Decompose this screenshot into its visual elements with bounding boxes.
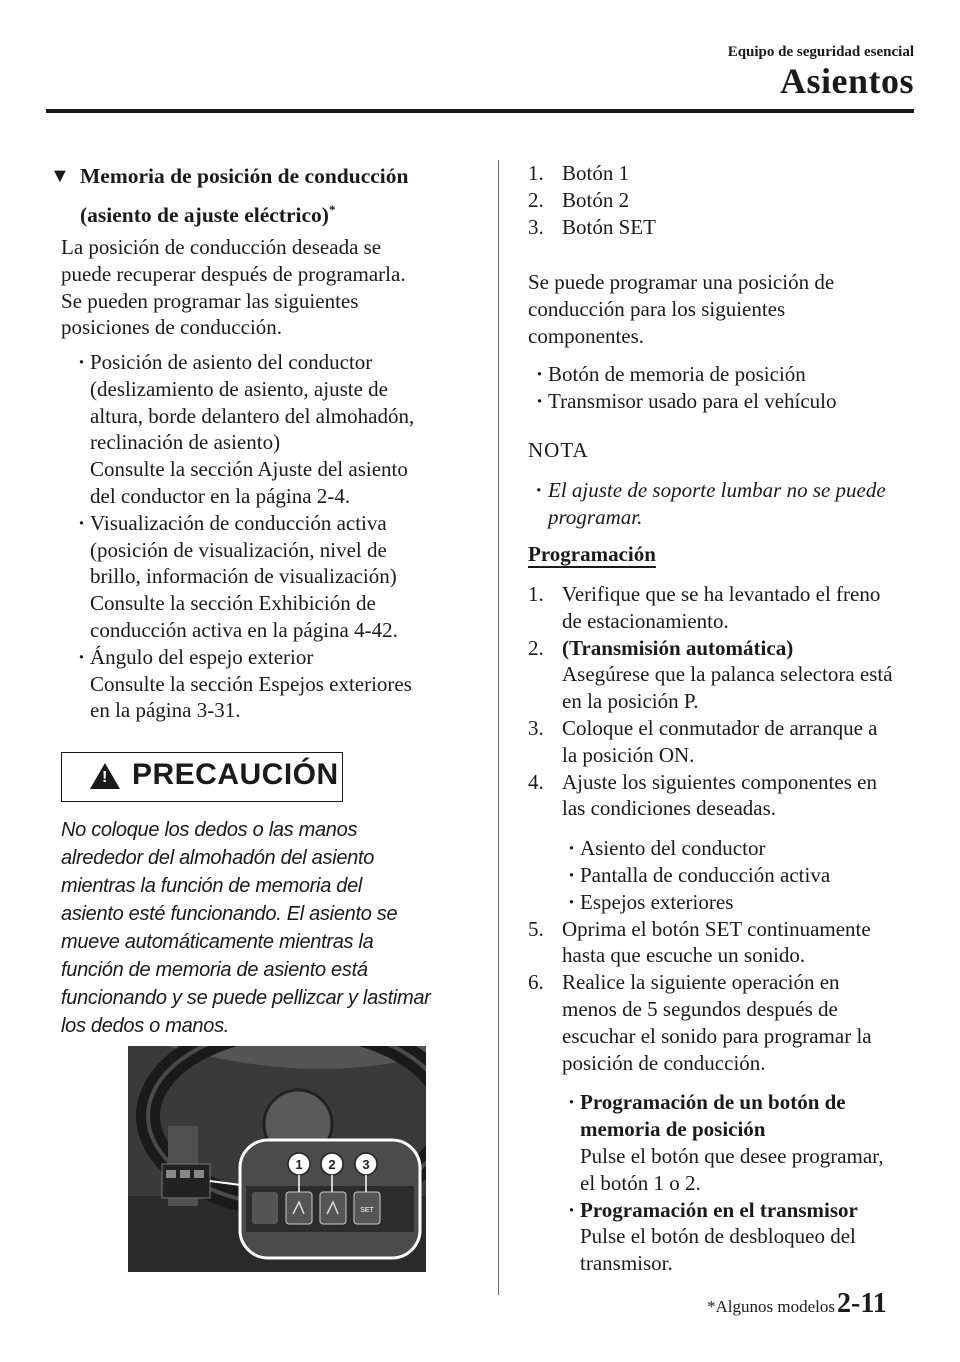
programming-heading: Programación [528,542,656,566]
footnote-mark: * [328,202,336,217]
intro-line: posiciones de conducción. [61,315,283,340]
column-divider [498,160,499,1295]
dashboard-illustration [128,1046,426,1272]
list-item: · Visualización de conducción activa (posición de visualización, nivel de brillo, información de visualización) Consulte la sección Exhibición de conducción activa en la página 4-42. [90,510,490,644]
step-item: 2. (Transmisión automática) Asegúrese que la palanca selectora está en la posición P. [528,635,893,714]
page-number: 2-11 [837,1288,887,1319]
step-item: 3. Coloque el conmutador de arranque a la posición ON. [528,715,878,767]
list-item: · Espejos exteriores [580,889,918,916]
set-button-label: SET [360,1207,374,1214]
page-title: Asientos [779,61,914,101]
list-item: · Programación de un botón de memoria de posición Pulse el botón que desee programar, el botón 1 o 2. [580,1089,918,1196]
programming-steps [528,581,918,1277]
note-label: NOTA [528,438,589,462]
list-item: · Pantalla de conducción activa [580,862,918,889]
list-item: · Botón de memoria de posición [548,361,928,388]
positions-list [90,349,490,724]
caution-label: PRECAUCIÓN [132,758,339,791]
intro-paragraph [61,234,481,341]
caution-box [61,752,343,802]
memory-buttons-figure [128,1046,426,1272]
header-section: Equipo de seguridad esencial [727,44,914,60]
intro-line: Se pueden programar las siguientes [61,288,359,313]
list-item: · Programación en el transmisor Pulse el botón de desbloqueo del transmisor. [580,1197,918,1277]
footnote: *Algunos modelos [707,1297,835,1316]
section-heading [50,160,480,232]
exclamation-icon: ! [102,769,108,786]
triangle-icon: ▼ [50,165,70,187]
step-item: 5. Oprima el botón SET continuamente hasta que escuche un sonido. [528,916,871,968]
svg-text:1: 1 [295,1157,303,1172]
svg-text:2: 2 [328,1157,336,1172]
list-item: · Transmisor usado para el vehículo [548,388,928,415]
figure-legend [528,160,928,240]
header-rule [46,109,914,113]
caution-text: No coloque los dedos o las manos alrededor del almohadón del asiento mientras la función de memoria del asiento esté funcionando. El asiento se mueve automáticamente mientras la función de memoria de asiento está funcionando y se puede pellizcar y lastimar los dedos o manos. [61,819,431,1037]
list-item: 2. Botón 2 [528,187,630,212]
list-item: · Posición de asiento del conductor (deslizamiento de asiento, ajuste de altura, borde delantero del almohadón, reclinación de asiento) Consulte la sección Ajuste del asiento del conductor en la página 2-4. [90,349,490,510]
intro-line: puede recuperar después de programarla. [61,261,406,286]
list-item: 3. Botón SET [528,214,656,239]
note-text: · El ajuste de soporte lumbar no se puede programar. [548,477,928,531]
intro-line: La posición de conducción deseada se [61,235,382,259]
heading-line-1: Memoria de posición de conducción [80,164,409,188]
list-item: · Ángulo del espejo exterior Consulte la sección Espejos exteriores en la página 3-31. [90,644,490,724]
svg-text:3: 3 [362,1157,370,1172]
components-list [548,361,928,415]
components-paragraph: Se puede programar una posición de conducción para los siguientes componentes. [528,270,835,348]
list-item: · Asiento del conductor [580,835,918,862]
step-item: 6. Realice la siguiente operación en menos de 5 segundos después de escuchar el sonido para programar la posición de conducción. · Programación de un botón de memoria de posición Pulse el botón que desee programar, el botón 1 o 2. · Programación en el transmisor Pulse el botón de desbloqueo del transmisor. [528,969,918,1277]
step-item: 1. Verifique que se ha levantado el freno de estacionamiento. [528,582,881,633]
step-item: 4. Ajuste los siguientes componentes en las condiciones deseadas. · Asiento del conductor · Pantalla de conducción activa · Espejos exteriores [528,769,918,916]
heading-line-2: (asiento de ajuste eléctrico)* [80,202,336,228]
list-item: 1. Botón 1 [528,161,630,185]
